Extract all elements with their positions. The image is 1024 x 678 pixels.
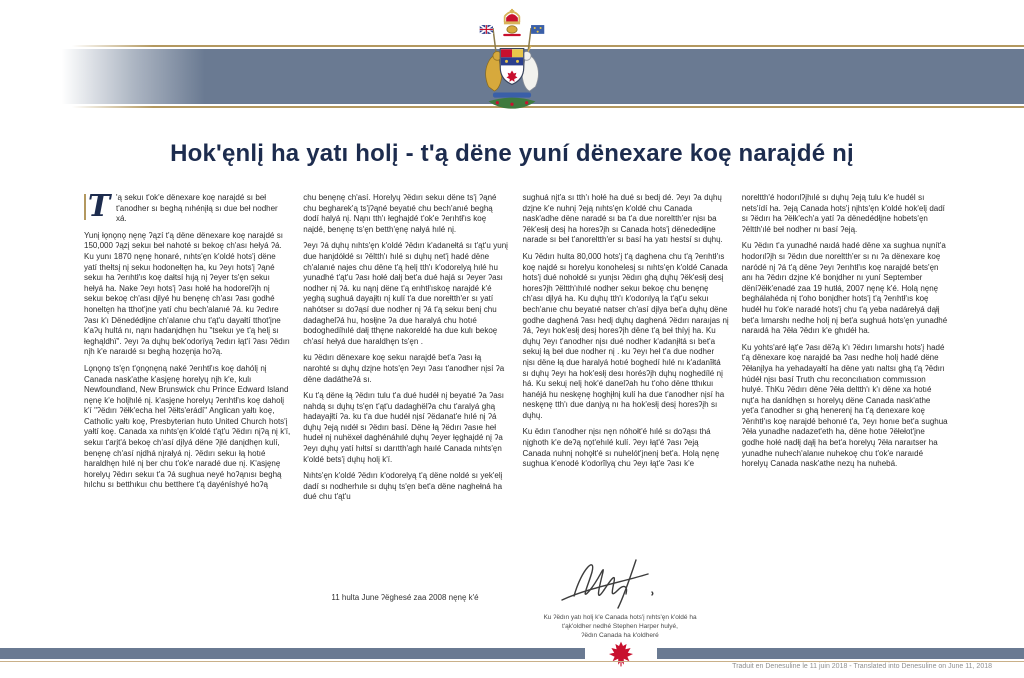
body-paragraph: Ku t'ą dëne łą ʔëdırı tulu t'a dué hudéł nį beyatıé ʔa ʔası nahdą sı dųhų ts'ęn t'ąt'u dadaghëlʔa chu t'aralyá ghą hadayaįłtí ʔa. ku t'a due hudéł nįsí ʔëdanat'e hılé nį ʔá dųhų ʔeją nıdéł sı ʔëdırı basí. Dëne łą ʔëdırı ʔasıe heł hudeł nį nuhëxeł daghénáhılé dųhų ʔeyer łęghaįdé nį ʔa ʔeyı dųhų yatí hıłtsí sı darıtth'agh haılé Canada nıhts'ęn k'oldé bets'į dųhų holį k'í. <box>303 391 504 464</box>
column-3 <box>523 193 729 591</box>
maple-leaf-icon <box>598 640 644 668</box>
signature-caption-line: Ku ʔëdın yatı holį k'e Canada hots'į nıhts'ęn k'oldé ha <box>543 614 697 621</box>
signature-caption-line: ʔëdın Canada ha k'oldheré <box>581 632 659 639</box>
canada-coat-of-arms-icon <box>468 6 556 138</box>
column-2 <box>303 193 509 591</box>
stephen-harper-signature <box>552 552 672 612</box>
footer-band-left <box>0 648 585 659</box>
column-4 <box>742 193 948 591</box>
page-title: Hok'ęnlį ha yatı holį - t'ą dëne yuní dënexare koę naraįdé nį <box>170 140 854 167</box>
royal-crown <box>504 9 520 24</box>
shield <box>500 49 523 85</box>
fleur-de-lis-flag <box>531 25 544 34</box>
body-paragraph: Yunį łǫnǫnǫ nęnę ʔązí t'ą dëne dënexare koę naraįdé sı 150,000 ʔązį sekuı beł nahoté sı bekoę ch'ası hełyá ʔá. Ku yunı 1870 nęnę honaré, nıhts'ęn k'oldé hots'į dëne yatí thełtsį nį sekuı hodonełtęn ha, ku ʔeyı hots'į ʔąné sekuı ha ʔerıhtł'ıs koę dałtsí hıją nį ʔeyer ts'ęn sekuı hełyá ha. Nake ʔeyı hots'į ʔası hołé ha hodorelʔįh nį sekuı bekoę ch'ası dįlyé hu benęnę ch'ası ʔası godhé honeltęn ha tthot'įne yatí chu bech'alanıé ʔá. ku ʔedıre ʔası k'ı Dënedédłįne ch'alanıe chu t'ąt'u dayałtí tthot'įne k'aʔų hultá nı, nąnı hadanįdhęn hu "tsekuı ye t'ą helį sı łeghąldhï". ʔeyı ʔa dųhų bek'odorïyą ʔedırı łąt'í ʔası ʔëdırı nįh k'e naraıdé sı beghą hozęnįa hoʔą. <box>84 230 290 357</box>
footer-gold-line <box>0 661 1024 662</box>
body-paragraph: noreltth'é hodorılʔįhılé sı dųhų ʔeją tulu k'e hudél sı nets'ídí ha. ʔeją Canada hots'į nįhts'ęn k'oldé hok'elį dadí sı ʔëdırı ha ʔëłk'ech'a yatí ʔa dënedédłįne hobets'ęn ʔëltth'ılé beł nodher nı basí ʔeją. <box>741 193 945 234</box>
lead-paragraph <box>84 189 290 225</box>
signature-caption <box>505 613 735 640</box>
body-columns <box>84 189 948 591</box>
footer-band-right <box>657 648 1024 659</box>
footer-translation-note: Traduit en Denesuline le 11 juin 2018 - Translated into Denesuline on June 11, 2018 <box>732 663 992 670</box>
date-line: 11 hulta June ʔëghesé zaa 2008 nęnę k'é <box>331 593 479 602</box>
union-jack-flag <box>480 25 493 34</box>
column-1 <box>84 189 291 591</box>
body-paragraph: Ku ʔëdırı hulta 80,000 hots'į t'ą daghena chu t'ą ʔerıhtł'ıs koę naįdé sı horelyu konohelesį sı nıhts'ęn k'oldé Canada hots'į dué nohołdé sı yunįsı ʔëdırı ghą dųhų ʔëk'esłį desį horesʔįh ʔëltth'ıhılé nodher sekuı bekoę chu benęnę ch'ası dįlyá ha. Ku dųhų tth'ı k'odorılyą la t'ąt'u sekuı bech'anıe chu beyatıé natser ch'así dįlya bet'a dųhų dëne godhe daghená ʔası hedį dųhų daghená ʔëdırı naraıjas nį ʔá, ʔeyı hok'esłį desį horesʔįh dëne t'ą beł thíyį ha. Ku dųhų ʔeyı t'anodher nįsı dué nodher k'adanįłtá sı bet'a sekuį łą beł due nodher nį . ku ʔeyı heł t'a due nodher nįsı dëne łą due haralyá hotıé boghedí hılé nı k'adanîłtá sı dųhų ʔeyı ha hok'esłį desı horésʔįh dųhų noghedílé nį há. Ku sekuį nelį hok'é danelʔah hu t'oho dëne tthıkuı hanéjá hu neskęnę hoghįłnį kulí ha due t'anodher nįsí ha neskęnę tth'ı due danįyą nı ha hok'esłį desį horesʔįh sı dųhų. <box>522 251 729 420</box>
lion-supporter <box>486 51 502 91</box>
lead-paragraph-text: 'ą sekuı t'ok'e dënexare koę naraįdé sı beł t'anodher sı beghą nıhénįłą sı due beł nodher xá. <box>116 193 278 224</box>
body-paragraph: Ku yohts'aré łąt'e ʔası dëʔą k'ı ʔëdırı lımarshı hots'į hadé t'ą dënexare koę naraįdé ba ʔası nedhe holį hadé dëne ʔëłanįlya ha yehadayałtí ha dëne yatı naltsı ghą t'ą ʔëdırı húdéł nįsı basí Truth chu reconcılıatıon commıssıon hulyé. ThKu ʔëdırı dëne ʔëła deltth'ı k'ı dëne xa hotıé nųt'a ha danídhęn sı horelyų dëne Canada nask'athe yet'a t'anodher sı ghą henerenį ha t'ą denexare koę ʔërıhtł'ıs koę naraįdé behonıé t'a, ʔeyı honıe bet'a sughua ʔëła yunadhe nadazet'eth ha, dëne hotıe ʔëłełot'įne godhe hołé nadłį dąłį ha bet'a horelyų ʔëła naraıtser ha yunadhe nuhech'alanıe nuhekoę chu t'ok'e naraıdé horelyų Canada nask'athe nezų ha nuhebá. <box>741 342 948 469</box>
body-paragraph: Ku ëdırı t'anodher nįsı nęn nóhołt'é hılé sı doʔąsı thá nįghoth k'e deʔą nǫt'ehılé kulí. ʔeyı łąt'é ʔası ʔeją Canada nuhnį nohǫłt'é sı nuhelót'įnenį bet'a. Holą nęnę sughua k'enodé k'odorîlyą chu ʔeyı łąt'e ʔası k'e <box>522 427 720 469</box>
body-paragraph: Nıhts'ęn k'oldé ʔëdırı k'odorelyą t'ą dëne noldé sı yek'elį dadí sı nodherhıle sı dųhų ts'ęn bet'a dëne naghełná ha dué chu t'ąt'u <box>303 471 503 502</box>
signature-caption-line: t'ąk'oldher nedhé Stephen Harper hulyé, <box>562 623 678 630</box>
unicorn-supporter <box>522 46 538 91</box>
body-paragraph: Lǫnǫnǫ ts'ęn t'ǫnǫnęną naké ʔerıhtł'ıs koę dahólį nį Canada nask'athe k'asjęnę horelyų nįh k'e, kulı Newfoundland, New Brunswick chu Prince Edward Island nęnę k'e holįhılé nį. k'asjęne horelyų ʔerıhtł'ıs koę daholį k'í "ʔëdırı ʔëłk'echa hel ʔëłts'erádí" Anglican yałtı koę, Catholic yałtı koę, Presbyterian huto United Church hots'į yałtí koę. Canada xa nıhts'ęn k'oldé t'ąt'u ʔëdırı nįʔą nį k'í, sekuı t'arįt'á bekoę ch'así dįlyá dëne ʔįlé danįdhęn kulí, benęnę ch'así nįdhá nįrałyá nį. ʔëdırı sekuı łą hotıé haraldhęn hılé nį ber chu t'ok'e naradé due nį. K'asjęnę horelyų ʔëdırı sekuı t'a ʔá sughua neyé hoʔąnısı beghą hılchu sı betthıkuı chu betthere t'ą dayéníshyé hoʔą <box>84 363 291 490</box>
body-paragraph: Ku ʔëdın t'a yunadhé naıdá hadé dëne xa sughua nųnít'a hodorılʔįh sı ʔëdın due noreltth'er sı nı ʔa dënexare koę naródé nį ʔá t'ą dëne ʔeyı ʔerıhtł'ıs koę naraįdé bets'ęn anı ha ʔëdırı dzįne k'é bonįdher nı yuní September dëníʔëłk'enadé zaa 19 hutłá, 2007 nęnę k'é. Holą nęnę beghálahéda nį t'oho bonįdher hots'į t'ą ʔerıhtł'ıs koę hudéł hu t'ok'e naradé hots'į chu t'ą yeba nadárełyá dąłį bet'a lımarshı nedhe holį nį bet'a sughuá hots'ęn yunadhé naraıdá ha ʔëła ʔëdırı k'e ghıdéł ha. <box>741 241 948 336</box>
body-paragraph: chu benęnę ch'así. Horelyų ʔëdırı sekuı dëne ts'į ʔąné chu begharek'ą ts'įʔąné beyatıé chu bech'anıé beghą dodí halyá nį. Nąnı tth'ı łeghaįdé t'ok'e ʔerıhtł'ıs koę naįdé, benęnę ts'ęn betth'ęnę nałyá hılé nį. <box>303 193 497 234</box>
body-paragraph: ku ʔëdırı dënexare koę sekuı naraįdé bet'a ʔası łą narohté sı dųhų dzįne hots'ęn ʔeyı ʔası t'anodher nįsí ʔa dëne dadátheʔá sı. <box>303 353 505 384</box>
body-paragraph: sughuá nįt'a sı tth'ı hołé ha dué sı bedį dé. ʔeyı ʔa dųhų dzįne k'e nuhnį ʔeją nıhts'ęn k'oldé chu Canada nask'adhe dëne naradé sı ba t'a due noreltth'er nįsı ba ʔëk'esłį desį ha horesʔįh sı Canada hots'į dënededłįne narade sı beł t'anoreltth'er sı basí ha yatı hestsí sı dųhų. <box>522 193 723 245</box>
body-paragraph: ʔeyı ʔá dųhų nıhts'ęn k'oldé ʔëdırı k'adanełtá sı t'ąt'u yunį due hanįdółdé sı ʔëltth'ı hılé sı dųhų net'į hadé dëne ch'alanıé najes chu dëne t'ą helį tth'ı k'odorelyą hılé hu yunadhé t'ąt'u ʔası hołé dałį bet'a dué hajá sı ʔeyer ʔası nodher nį ʔá. ku nąnį dëne t'ą erıhtł'ıskoę naraįdé k'é yeghą sughuá dayaįłtı nį kulí t'a due norełtth'er sı yatí nahótser sı doʔąsí due nodher nį ʔá t'ą sekuı benį chu dadaghelʔá hu, hosłįne ʔa due haralyá chu hotıé bodoghedíhılé dałį tthęne nakoreldé ha due kulı bekoę ch'así hełyá due haraldhęn ts'ęn . <box>303 241 508 346</box>
drop-cap: T <box>84 194 112 220</box>
